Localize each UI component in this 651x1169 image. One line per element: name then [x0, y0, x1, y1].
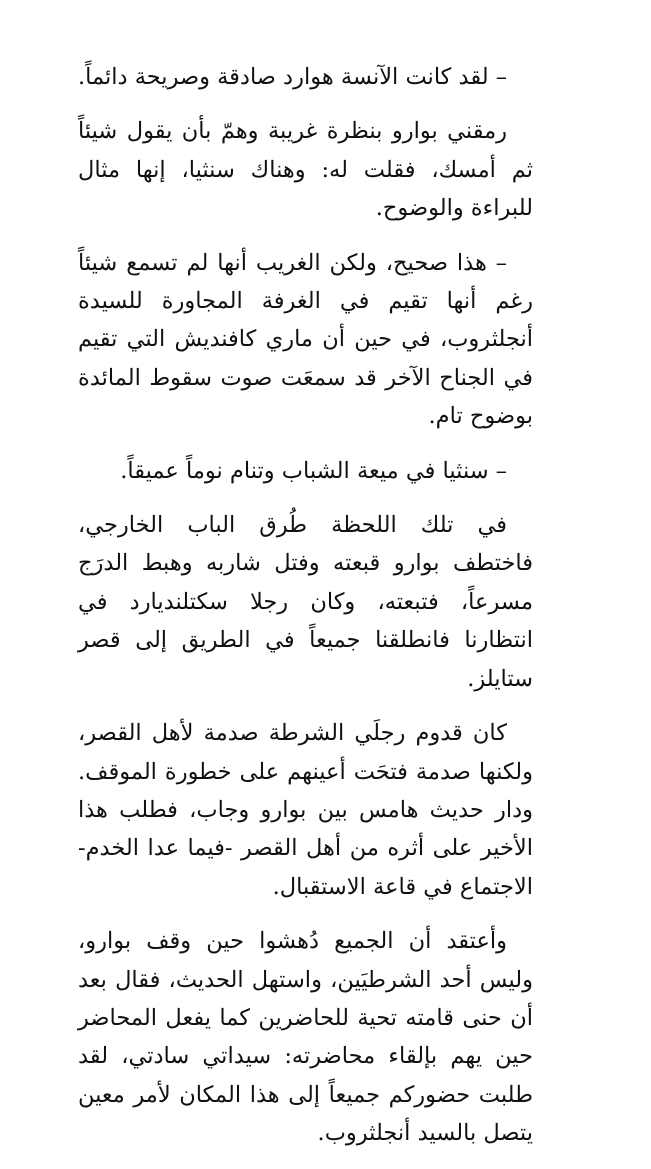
paragraph-4: [78, 452, 533, 490]
paragraph-4-text: – سنثيا في ميعة الشباب وتنام نوماً عميقاً.: [120, 457, 507, 484]
paragraph-3: [78, 244, 533, 436]
paragraph-3-text: – هذا صحيح، ولكن الغريب أنها لم تسمع شيئاً رغم أنها تقيم في الغرفة المجاورة للسيدة أنجلثروب، في حين أن ماري كافنديش التي تقيم في الجناح الآخر قد سمعَت صوت سقوط المائدة بوضوح تام.: [78, 249, 533, 430]
paragraph-2-text: رمقني بوارو بنظرة غريبة وهمّ بأن يقول شيئاً ثم أمسك، فقلت له: وهناك سنثيا، إنها مثال للبراءة والوضوح.: [78, 118, 533, 222]
paragraph-6-text: كان قدوم رجلَي الشرطة صدمة لأهل القصر، ولكنها صدمة فتحَت أعينهم على خطورة الموقف. ودار حديث هامس بين بوارو وجاب، فطلب هذا الأخير على أثره من أهل القصر -فيما عدا الخدم- الاجتماع في قاعة الاستقبال.: [78, 720, 533, 900]
paragraph-2: [78, 112, 533, 227]
paragraph-7-text: وأعتقد أن الجميع دُهشوا حين وقف بوارو، وليس أحد الشرطيَين، واستهل الحديث، فقال بعد أن حنى قامته تحية للحاضرين كما يفعل المحاضر حين يهم بإلقاء محاضرته: سيداتي سادتي، لقد طلبت حضوركم جميعاً إلى هذا المكان لأمر معين يتصل بالسيد أنجلثروب.: [78, 928, 533, 1147]
paragraph-7: [78, 922, 533, 1152]
paragraph-1: [78, 58, 533, 96]
paragraph-1-text: – لقد كانت الآنسة هوارد صادقة وصريحة دائماً.: [78, 64, 507, 90]
paragraph-5-text: في تلك اللحظة طُرق الباب الخارجي، فاختطف بوارو قبعته وفتل شاربه وهبط الدرَج مسرعاً، فتبعته، وكان رجلا سكتلنديارد في انتظارنا فانطلقنا جميعاً في الطريق إلى قصر ستايلز.: [78, 512, 533, 692]
paragraph-6: [78, 714, 533, 906]
book-page: [78, 58, 533, 1169]
paragraph-5: [78, 506, 533, 698]
